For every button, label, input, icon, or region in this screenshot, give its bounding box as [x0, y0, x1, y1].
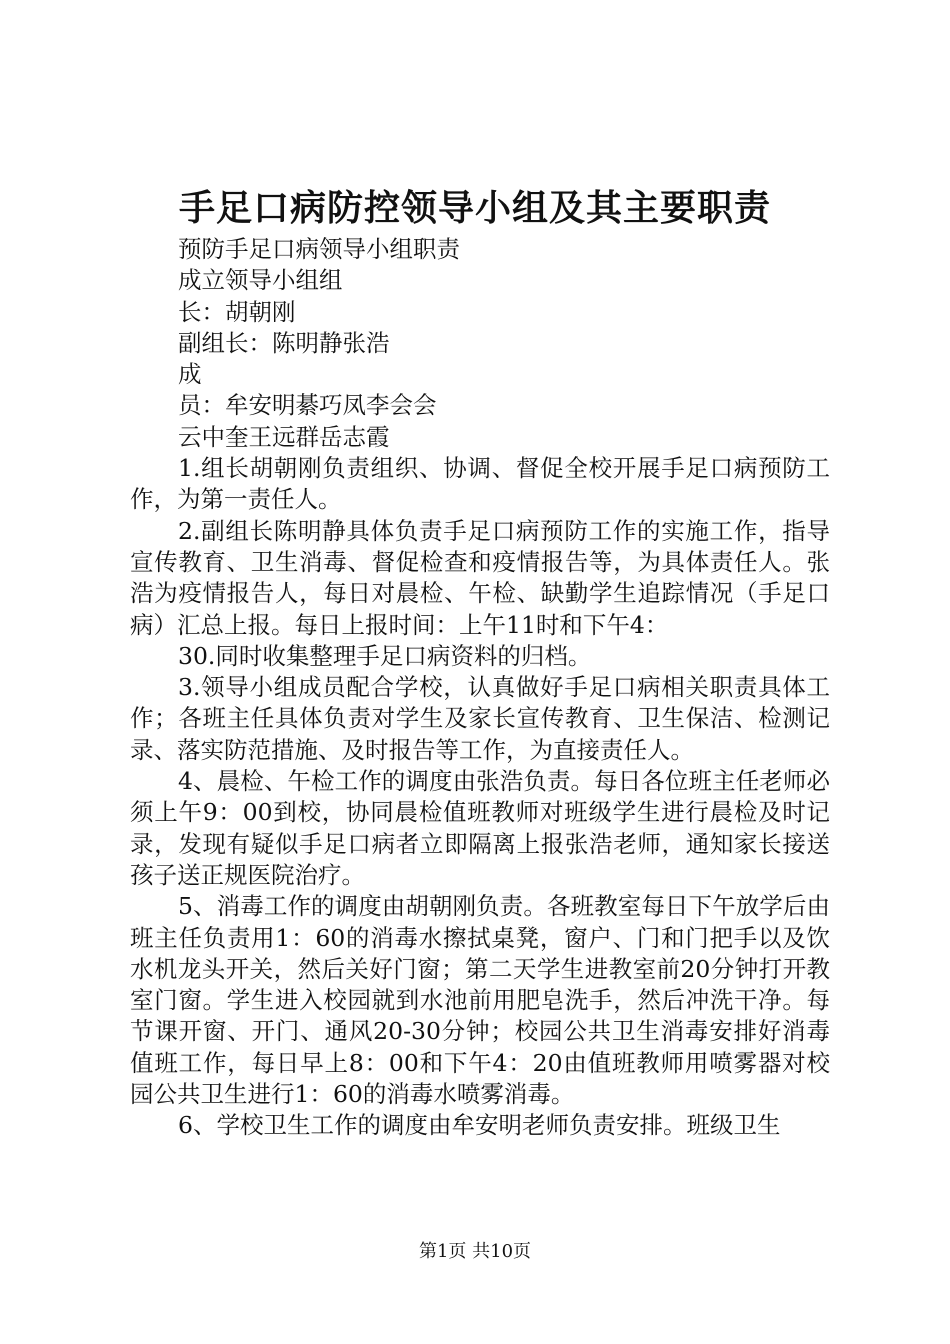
leader-line: 长：胡朝刚 [178, 297, 296, 326]
paragraph: 2.副组长陈明静具体负责手足口病预防工作的实施工作，指导宣传教育、卫生消毒、督促检查和疫情报告等，为具体责任人。张浩为疫情报告人，每日对晨检、午检、缺勤学生追踪情况（手足口病）汇总上报。每日上报时间：上午11时和下午4： [130, 516, 830, 639]
heading-line: 成立领导小组组 [178, 266, 343, 295]
paragraph: 4、晨检、午检工作的调度由张浩负责。每日各位班主任老师必须上午9：00到校，协同晨检值班教师对班级学生进行晨检及时记录，发现有疑似手足口病者立即隔离上报张浩老师，通知家长接送孩子送正规医院治疗。 [130, 767, 830, 889]
paragraph: 6、学校卫生工作的调度由牟安明老师负责安排。班级卫生 [178, 1111, 781, 1140]
document-title: 手足口病防控领导小组及其主要职责 [178, 187, 771, 229]
page-number: 第1页 共10页 [418, 1241, 532, 1262]
paragraph: 3.领导小组成员配合学校，认真做好手足口病相关职责具体工作；各班主任具体负责对学生及家长宣传教育、卫生保洁、检测记录、落实防范措施、及时报告等工作，为直接责任人。 [130, 673, 830, 764]
paragraph: 5、消毒工作的调度由胡朝刚负责。各班教室每日下午放学后由班主任负责用1：60的消毒水擦拭桌凳，窗户、门和门把手以及饮水机龙头开关，然后关好门窗；第二天学生进教室前20分钟打开教室门窗。学生进入校园就到水池前用肥皂洗手，然后冲洗干净。每节课开窗、开门、通风20-30分钟；校园公共卫生消毒安排好消毒值班工作，每日早上8：00和下午4：20由值班教师用喷雾器对校园公共卫生进行1：60的消毒水喷雾消毒。 [130, 892, 830, 1109]
member-line: 云中奎王远群岳志霞 [178, 422, 390, 451]
document-body [130, 234, 830, 1142]
heading-line: 预防手足口病领导小组职责 [178, 235, 460, 263]
paragraph: 30.同时收集整理手足口病资料的归档。 [178, 641, 592, 670]
deputy-leader-line: 副组长：陈明静张浩 [178, 328, 390, 357]
member-line: 员：牟安明綦巧凤李会会 [178, 391, 437, 420]
paragraph: 1.组长胡朝刚负责组织、协调、督促全校开展手足口病预防工作，为第一责任人。 [130, 454, 830, 514]
member-line: 成 [178, 360, 202, 389]
